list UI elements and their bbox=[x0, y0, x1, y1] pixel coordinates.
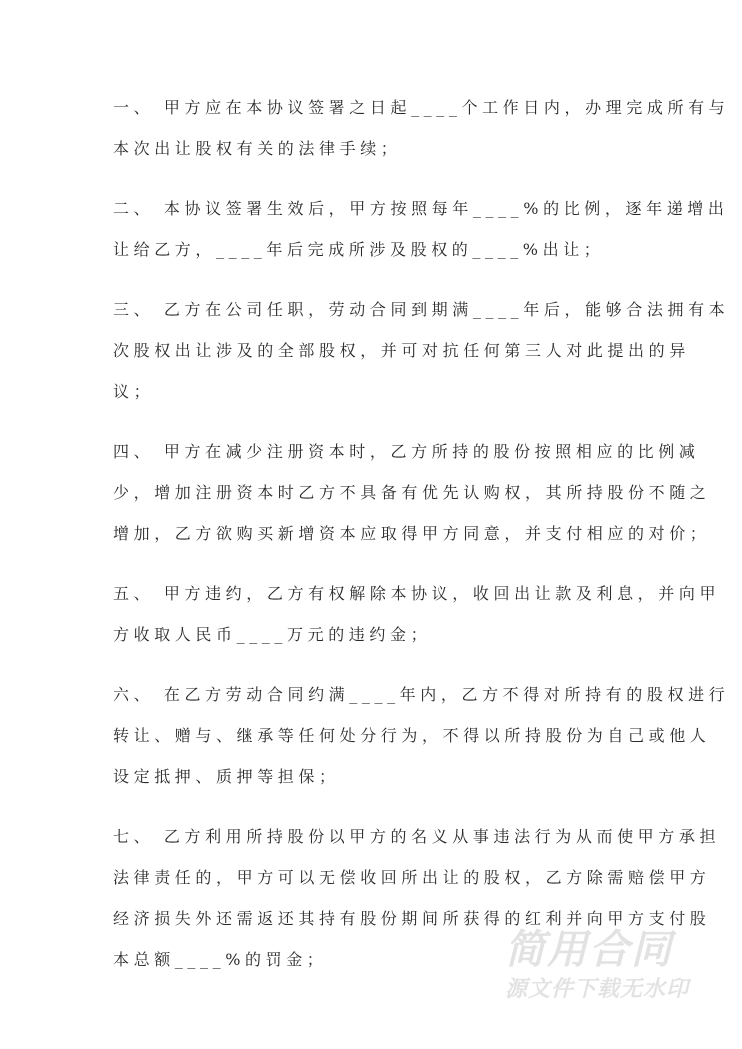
clause-line: 二、 本协议签署生效后，甲方按照每年____%的比例，逐年递增出 bbox=[113, 199, 729, 218]
clause-2 bbox=[113, 194, 729, 276]
clause-line: 转让、赠与、继承等任何处分行为，不得以所持股份为自己或他人 bbox=[113, 726, 711, 745]
clause-3 bbox=[113, 295, 730, 418]
clause-line: 六、 在乙方劳动合同约满____年内，乙方不得对所持有的股权进行 bbox=[113, 685, 730, 704]
clause-6 bbox=[113, 680, 730, 803]
clause-line: 方收取人民币____万元的违约金； bbox=[113, 625, 432, 644]
clause-line: 本总额____%的罚金； bbox=[113, 950, 328, 969]
clause-line: 让给乙方，____年后完成所涉及股权的____%出让； bbox=[113, 240, 605, 259]
clause-line: 七、 乙方利用所持股份以甲方的名义从事违法行为从而使甲方承担 bbox=[113, 827, 721, 846]
watermark-subtitle: 源文件下载无水印 bbox=[505, 977, 690, 1002]
watermark-title: 简用合同 bbox=[505, 927, 673, 973]
clause-line: 五、 甲方违约，乙方有权解除本协议，收回出让款及利息，并向甲 bbox=[113, 584, 721, 603]
clause-line: 四、 甲方在减少注册资本时，乙方所持的股份按照相应的比例减 bbox=[113, 442, 700, 461]
clause-1 bbox=[113, 93, 730, 175]
clause-line: 三、 乙方在公司任职，劳动合同到期满____年后，能够合法拥有本 bbox=[113, 300, 730, 319]
clause-5 bbox=[113, 579, 721, 661]
clause-line: 次股权出让涉及的全部股权，并可对抗任何第三人对此提出的异 bbox=[113, 341, 690, 360]
document-body bbox=[113, 93, 730, 1005]
clause-4 bbox=[113, 437, 713, 560]
clause-line: 本次出让股权有关的法律手续； bbox=[113, 139, 402, 158]
clause-line: 法律责任的，甲方可以无偿收回所出让的股权，乙方除需赔偿甲方 bbox=[113, 868, 711, 887]
clause-line: 议； bbox=[113, 382, 155, 401]
clause-line: 少，增加注册资本时乙方不具备有优先认购权，其所持股份不随之 bbox=[113, 483, 711, 502]
clause-line: 经济损失外还需返还其持有股份期间所获得的红利并向甲方支付股 bbox=[113, 909, 711, 928]
clause-line: 增加，乙方欲购买新增资本应取得甲方同意，并支付相应的对价； bbox=[113, 524, 711, 543]
clause-line: 设定抵押、质押等担保； bbox=[113, 767, 340, 786]
clause-line: 一、 甲方应在本协议签署之日起____个工作日内，办理完成所有与 bbox=[113, 98, 730, 117]
